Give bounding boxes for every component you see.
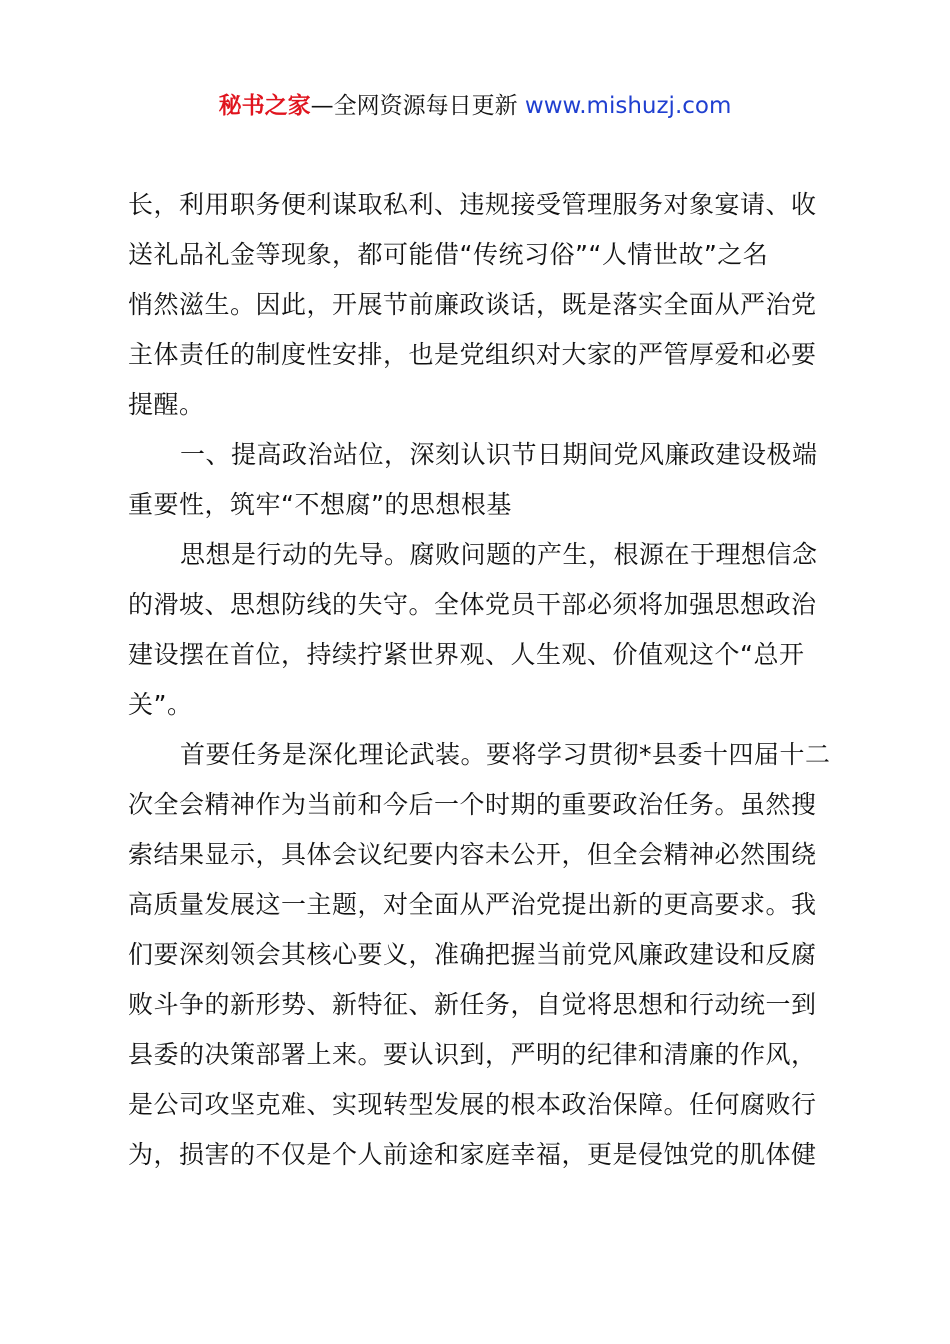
text-line: 送礼品礼金等现象，都可能借“传统习俗”“人情世故”之名: [128, 240, 769, 269]
text-line: 悄然滋生。因此，开展节前廉政谈话，既是落实全面从严治党: [128, 290, 817, 319]
text-line: 败斗争的新形势、新特征、新任务，自觉将思想和行动统一到: [128, 990, 817, 1019]
text-line: 次全会精神作为当前和今后一个时期的重要政治任务。虽然搜: [128, 790, 817, 819]
text-line: 们要深刻领会其核心要义，准确把握当前党风廉政建设和反腐: [128, 940, 817, 969]
text-line: 的滑坡、思想防线的失守。全体党员干部必须将加强思想政治: [128, 590, 817, 619]
text-line: 主体责任的制度性安排，也是党组织对大家的严管厚爱和必要: [128, 340, 817, 369]
text-line: 高质量发展这一主题，对全面从严治党提出新的更高要求。我: [128, 890, 817, 919]
text-line: 关”。: [128, 690, 193, 719]
site-tagline: —全网资源每日更新: [310, 93, 518, 119]
text-line: 县委的决策部署上来。要认识到，严明的纪律和清廉的作风，: [128, 1040, 817, 1069]
text-line: 首要任务是深化理论武装。要将学习贯彻*县委十四届十二: [180, 740, 831, 769]
text-line: 为，损害的不仅是个人前途和家庭幸福，更是侵蚀党的肌体健: [128, 1140, 817, 1169]
text-line: 思想是行动的先导。腐败问题的产生，根源在于理想信念: [180, 540, 818, 569]
site-url-link[interactable]: www.mishuzj.com: [524, 93, 732, 119]
text-line: 一、提高政治站位，深刻认识节日期间党风廉政建设极端: [180, 440, 818, 469]
text-line: 提醒。: [128, 390, 205, 419]
text-line: 重要性，筑牢“不想腐”的思想根基: [128, 490, 512, 519]
text-line: 是公司攻坚克难、实现转型发展的根本政治保障。任何腐败行: [128, 1090, 817, 1119]
text-line: 长，利用职务便利谋取私利、违规接受管理服务对象宴请、收: [128, 190, 817, 219]
text-line: 建设摆在首位，持续拧紧世界观、人生观、价值观这个“总开: [128, 640, 805, 669]
site-header: [0, 90, 950, 122]
site-brand: 秘书之家: [218, 93, 311, 119]
document-body: [128, 180, 832, 1180]
text-line: 索结果显示，具体会议纪要内容未公开，但全会精神必然围绕: [128, 840, 817, 869]
